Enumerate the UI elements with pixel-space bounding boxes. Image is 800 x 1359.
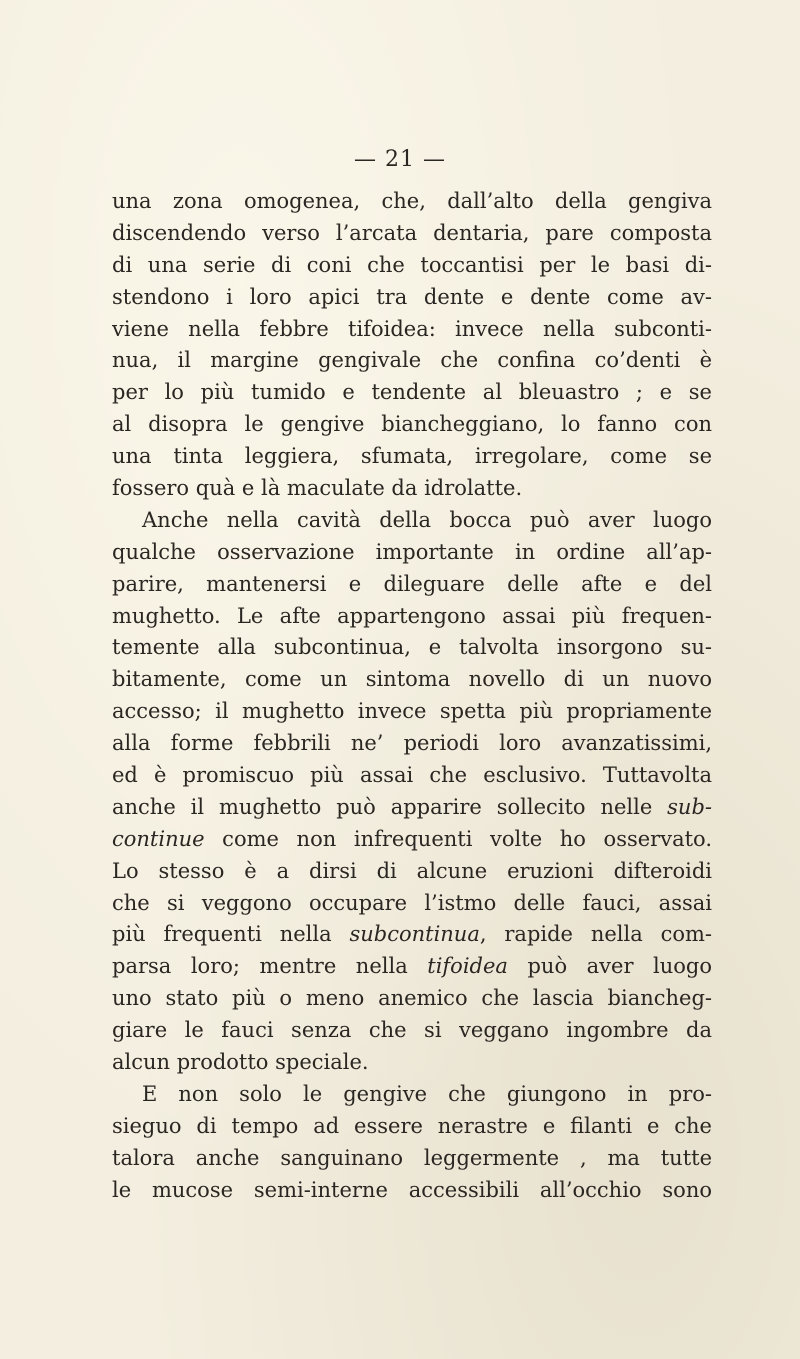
text-run: anche il mughetto può apparire sollecito nelle — [112, 794, 668, 819]
text-line: che si veggono occupare l’istmo delle fauci, assai — [112, 890, 712, 915]
text-line — [112, 824, 712, 856]
text-line: giare le fauci senza che si veggano ingombre da — [112, 1018, 712, 1043]
text-line: una zona omogenea, che, dall’alto della gengiva — [112, 189, 712, 213]
paragraph-2 — [112, 505, 712, 1079]
italic-term: tifoidea — [427, 954, 508, 979]
text-line: discendendo verso l’arcata dentaria, pare composta — [112, 220, 712, 245]
text-line: nua, il margine gengivale che confina co’denti è — [112, 348, 712, 373]
text-line: fossero quà e là maculate da idrolatte. — [112, 476, 523, 501]
text-run: può aver luogo — [507, 954, 712, 979]
text-line: alla forme febbrili ne’ periodi loro avanzatissimi, — [112, 731, 712, 756]
text-line: qualche osservazione importante in ordine all’ap- — [112, 539, 712, 564]
text-line: parire, mantenersi e dileguare delle afte e del — [112, 571, 712, 596]
text-line: di una serie di coni che toccantisi per le basi di- — [112, 252, 712, 277]
page-number: — 21 — — [354, 147, 446, 172]
paragraph-1 — [112, 186, 712, 505]
text-line: alcun prodotto speciale. — [112, 1050, 369, 1075]
text-line — [112, 951, 712, 983]
text-line: temente alla subcontinua, e talvolta insorgono su- — [112, 635, 712, 660]
text-line: viene nella febbre tifoidea: invece nella subconti- — [112, 316, 712, 341]
text-line: bitamente, come un sintoma novello di un nuovo — [112, 667, 712, 692]
text-line: stendono i loro apici tra dente e dente come av- — [112, 284, 712, 309]
text-line: una tinta leggiera, sfumata, irregolare, come se — [112, 444, 712, 469]
italic-term: subcontinua — [349, 922, 480, 947]
text-line: sieguo di tempo ad essere nerastre e filanti e che — [112, 1113, 712, 1138]
italic-term: continue — [112, 826, 205, 851]
text-line: le mucose semi-interne accessibili all’occhio sono — [112, 1177, 712, 1202]
text-line: per lo più tumido e tendente al bleuastro ; e se — [112, 380, 712, 405]
text-run: come non infrequenti volte ho osservato. — [204, 826, 712, 851]
text-line: accesso; il mughetto invece spetta più propriamente — [112, 699, 712, 724]
text-line: al disopra le gengive biancheggiano, lo fanno con — [112, 412, 712, 437]
text-run: più frequenti nella — [112, 922, 350, 947]
text-line: Anche nella cavità della bocca può aver luogo — [142, 507, 712, 532]
body-text — [112, 186, 712, 1207]
text-line: uno stato più o meno anemico che lascia biancheg- — [112, 986, 712, 1011]
paragraph-3 — [112, 1079, 712, 1207]
text-line: Lo stesso è a dirsi di alcune eruzioni difteroidi — [112, 858, 712, 883]
text-run: parsa loro; mentre nella — [112, 954, 428, 979]
text-line: talora anche sanguinano leggermente , ma tutte — [112, 1145, 712, 1170]
text-line: mughetto. Le afte appartengono assai più frequen- — [112, 603, 712, 628]
text-run: , rapide nella com- — [479, 922, 712, 947]
text-line — [112, 792, 712, 824]
text-line — [112, 919, 712, 951]
text-line: ed è promiscuo più assai che esclusivo. Tuttavolta — [112, 763, 712, 788]
italic-term: sub- — [667, 794, 712, 819]
text-line: E non solo le gengive che giungono in pro- — [142, 1081, 712, 1106]
